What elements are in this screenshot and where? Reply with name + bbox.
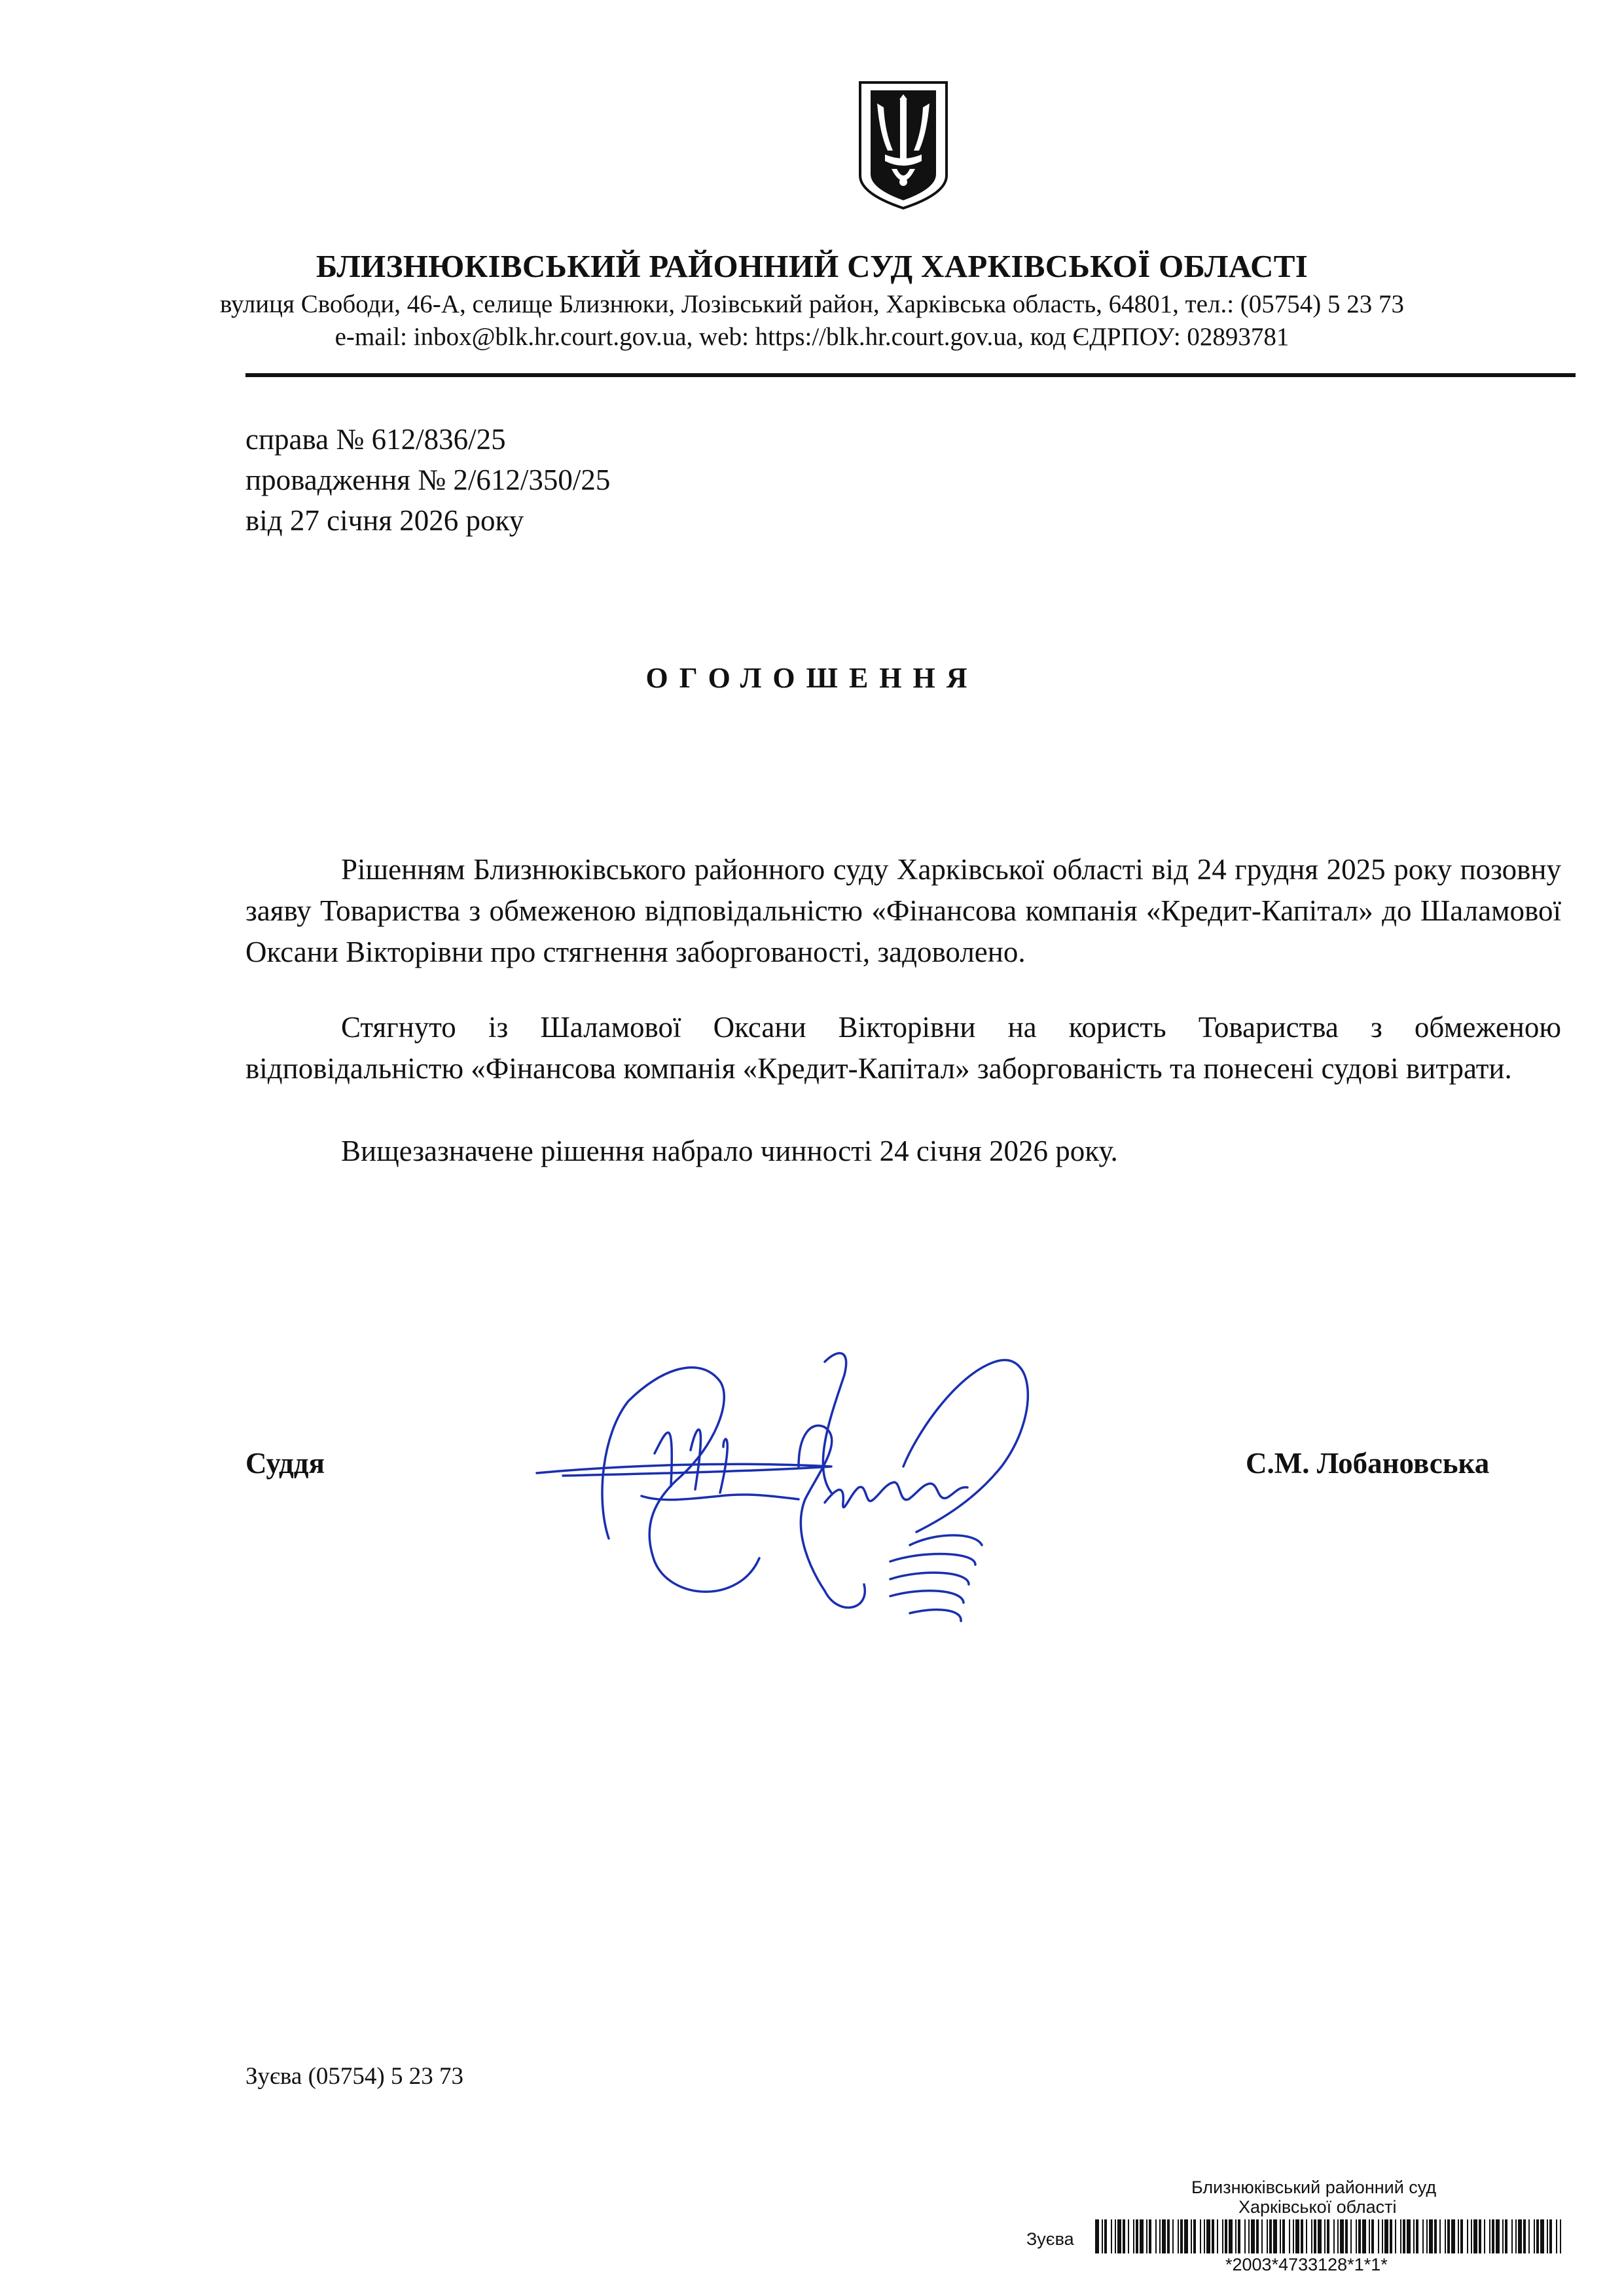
barcode-bar	[1212, 2219, 1214, 2253]
body-paragraph: Рішенням Близнюківського районного суду Харківської області від 24 грудня 2025 року позовну заяву Товариства з обмеженою відповідальністю «Фінансова компанія «Кредит-Капітал» до Шаламової Оксани Вікторівни про стягнення заборгованості, задоволено.	[245, 853, 1561, 968]
barcode-bar	[1269, 2219, 1272, 2253]
barcode-bar	[1111, 2219, 1112, 2253]
barcode-bar	[1515, 2219, 1517, 2253]
barcode-bar	[1502, 2219, 1504, 2253]
barcode-bar	[1333, 2219, 1335, 2253]
barcode-bar	[1534, 2219, 1535, 2253]
barcode-bar	[1337, 2219, 1339, 2253]
barcode-bar	[1146, 2219, 1147, 2253]
document-date: від 27 січня 2026 року	[245, 504, 524, 537]
barcode-bar	[1193, 2219, 1196, 2253]
barcode-bar	[1273, 2219, 1277, 2253]
barcode-bar	[1155, 2219, 1157, 2253]
stamp-executor: Зуєва	[1026, 2229, 1074, 2249]
barcode-bar	[1340, 2219, 1344, 2253]
barcode-bar	[1206, 2219, 1210, 2253]
barcode-bar	[1167, 2219, 1170, 2253]
barcode-bar	[1229, 2219, 1233, 2253]
barcode-bar	[1556, 2219, 1557, 2253]
barcode-bar	[1416, 2219, 1418, 2253]
barcode-bar	[1479, 2219, 1481, 2253]
barcode-bar	[1191, 2219, 1192, 2253]
barcode-bar	[1362, 2219, 1366, 2253]
barcode-bar	[1518, 2219, 1522, 2253]
barcode-bar	[1471, 2219, 1472, 2253]
barcode-bar	[1318, 2219, 1322, 2253]
barcode-bar	[1235, 2219, 1236, 2253]
barcode-bar	[1095, 2219, 1099, 2253]
body-paragraph: Стягнуто із Шаламової Оксани Вікторівни на користь Товариства з обмеженою відповідальністю «Фінансова компанія «Кредит-Капітал» заборгованість та понесені судові витрати.	[245, 1011, 1561, 1085]
judge-name: С.М. Лобановська	[1246, 1447, 1490, 1480]
barcode-bar	[1489, 2219, 1490, 2253]
barcode-bar	[1511, 2219, 1513, 2253]
barcode-bar	[1445, 2219, 1446, 2253]
barcode-bar	[1473, 2219, 1477, 2253]
barcode-bar	[1248, 2219, 1250, 2253]
barcode-bar	[1327, 2219, 1329, 2253]
stamp-court-region: Харківської області	[1238, 2197, 1397, 2217]
barcode-bar	[1204, 2219, 1205, 2253]
barcode-bar	[1451, 2219, 1455, 2253]
barcode-bar	[1496, 2219, 1500, 2253]
barcode-bar	[1314, 2219, 1316, 2253]
barcode-bar	[1382, 2219, 1383, 2253]
barcode-bar	[1407, 2219, 1411, 2253]
barcode-bar	[1172, 2219, 1174, 2253]
barcode-bar	[1238, 2219, 1240, 2253]
barcode-bar	[1484, 2219, 1485, 2253]
barcode-bar	[1128, 2219, 1129, 2253]
barcode-bar	[1136, 2219, 1138, 2253]
barcode-bar	[1280, 2219, 1281, 2253]
barcode-bar	[1244, 2219, 1246, 2253]
coat-of-arms-icon	[851, 77, 956, 212]
barcode-bar	[1426, 2219, 1428, 2253]
barcode-bar	[1547, 2219, 1548, 2253]
barcode-bar	[1523, 2219, 1526, 2253]
barcode-bar	[1184, 2219, 1188, 2253]
court-name: БЛИЗНЮКІВСЬКИЙ РАЙОННИЙ СУД ХАРКІВСЬКОЇ ОБЛАСТІ	[316, 248, 1308, 284]
judge-label: Суддя	[245, 1447, 325, 1480]
header-divider	[245, 373, 1576, 377]
barcode-bar	[1467, 2219, 1468, 2253]
barcode-bar	[1178, 2219, 1179, 2253]
barcode-bar	[1282, 2219, 1285, 2253]
barcode-bar	[1180, 2219, 1183, 2253]
barcode-bar	[1528, 2219, 1530, 2253]
barcode-bar	[1293, 2219, 1294, 2253]
barcode-bar	[1217, 2219, 1218, 2253]
barcode-bar	[1400, 2219, 1401, 2253]
barcode-bar	[1350, 2219, 1352, 2253]
barcode-bar	[1560, 2219, 1561, 2253]
barcode-bar	[1390, 2219, 1392, 2253]
barcode-bar	[1200, 2219, 1201, 2253]
barcode-bar	[1102, 2219, 1103, 2253]
barcode-bar	[1403, 2219, 1405, 2253]
barcode-bar	[1256, 2219, 1259, 2253]
barcode-bar	[1458, 2219, 1459, 2253]
barcode-bar	[1429, 2219, 1433, 2253]
barcode-bar	[1115, 2219, 1116, 2253]
barcode-bar	[1301, 2219, 1303, 2253]
court-address: вулиця Свободи, 46-А, селище Близнюки, Лозівський район, Харківська область, 64801, тел.: (05754) 5 23 73	[219, 290, 1405, 318]
barcode-code: *2003*4733128*1*1*	[1225, 2255, 1388, 2274]
barcode-bar	[1140, 2219, 1144, 2253]
barcode-bar	[1133, 2219, 1134, 2253]
barcode-bar	[1395, 2219, 1396, 2253]
barcode-bar	[1104, 2219, 1107, 2253]
barcode-bar	[1549, 2219, 1552, 2253]
barcode-bar	[1413, 2219, 1415, 2253]
court-contacts: e-mail: inbox@blk.hr.court.gov.ua, web: https://blk.hr.court.gov.ua, код ЄДРПОУ: 02893781	[334, 323, 1290, 351]
barcode-bar	[1117, 2219, 1121, 2253]
barcode-bar	[1261, 2219, 1263, 2253]
barcode-bar	[1492, 2219, 1494, 2253]
barcode-bar	[1447, 2219, 1450, 2253]
barcode-bar	[1159, 2219, 1161, 2253]
barcode-bar	[1149, 2219, 1151, 2253]
barcode-bar	[1536, 2219, 1539, 2253]
executor-contact: Зуєва (05754) 5 23 73	[245, 2063, 463, 2090]
barcode-bar	[1267, 2219, 1268, 2253]
document-title: ОГОЛОШЕННЯ	[645, 662, 979, 694]
barcode-bar	[1540, 2219, 1544, 2253]
barcode-bar	[1324, 2219, 1326, 2253]
handwritten-signature	[524, 1336, 1047, 1650]
barcode-bar	[1439, 2219, 1441, 2253]
barcode-bar	[1384, 2219, 1388, 2253]
barcode-bar	[1222, 2219, 1223, 2253]
barcode-bar	[1162, 2219, 1166, 2253]
barcode-bar	[1225, 2219, 1227, 2253]
barcode-bar	[1434, 2219, 1437, 2253]
barcode-bar	[1505, 2219, 1507, 2253]
barcode-bar	[1378, 2219, 1379, 2253]
barcode-bar	[1460, 2219, 1463, 2253]
barcode-bar	[1422, 2219, 1424, 2253]
barcode-bar	[1289, 2219, 1290, 2253]
barcode-bar	[1311, 2219, 1312, 2253]
barcode-bar	[1371, 2219, 1374, 2253]
barcode-bar	[1358, 2219, 1361, 2253]
barcode-bar	[1356, 2219, 1357, 2253]
case-number: справа № 612/836/25	[245, 423, 506, 456]
barcode-icon	[1095, 2219, 1563, 2253]
barcode-bar	[1251, 2219, 1255, 2253]
barcode-bar	[1345, 2219, 1348, 2253]
proceeding-number: провадження № 2/612/350/25	[245, 464, 611, 496]
barcode-bar	[1295, 2219, 1299, 2253]
barcode-bar	[1306, 2219, 1307, 2253]
body-paragraph: Вищезазначене рішення набрало чинності 24 січня 2026 року.	[341, 1135, 1118, 1167]
barcode-bar	[1369, 2219, 1370, 2253]
stamp-court-name: Близнюківський районний суд	[1191, 2178, 1437, 2197]
barcode-bar	[1123, 2219, 1125, 2253]
